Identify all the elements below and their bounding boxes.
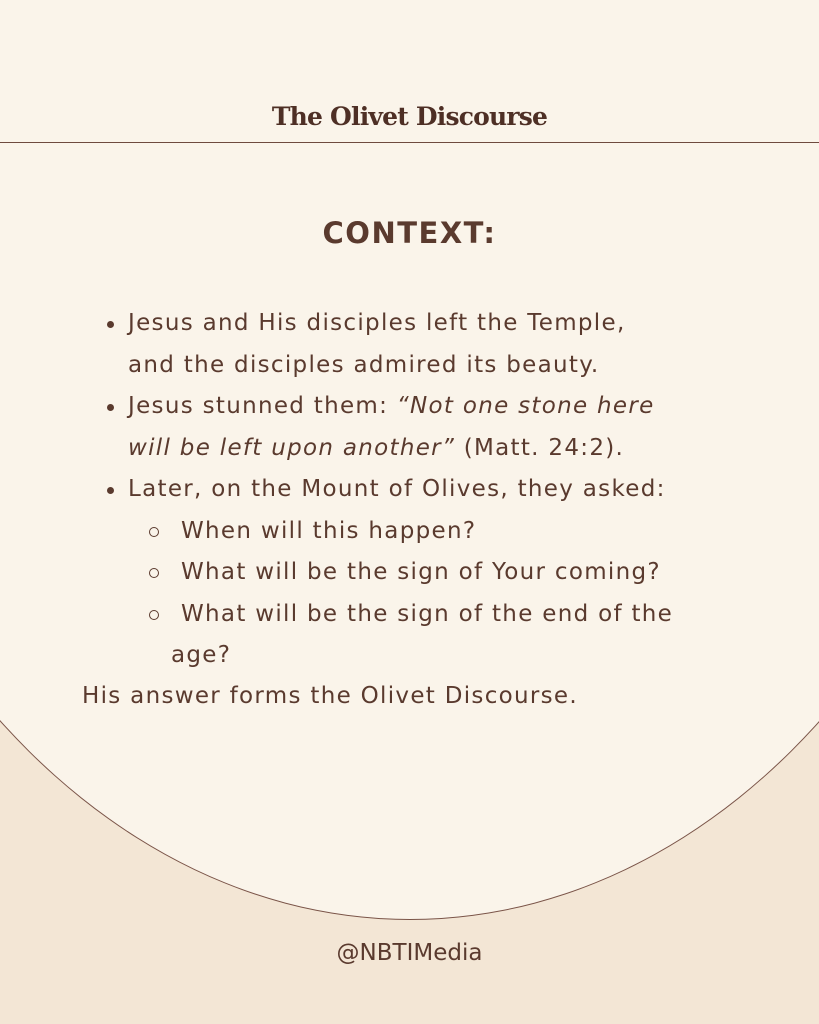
scripture-reference: (Matt. 24:2). (455, 434, 625, 461)
sub-bullet-text: What will be the sign of the end of the (181, 600, 674, 627)
closing-statement: His answer forms the Olivet Discourse. (82, 683, 578, 709)
page-title: The Olivet Discourse (271, 102, 548, 131)
bullet-text: Later, on the Mount of Olives, they asked: (128, 476, 666, 502)
scripture-quote: will be left upon another” (128, 434, 456, 461)
title-divider (0, 142, 819, 143)
sub-bullet-item: When will this happen? (128, 511, 768, 553)
section-heading: CONTEXT: (322, 216, 497, 250)
bullet-item (128, 303, 768, 386)
bullet-text-line: Jesus and His disciples left the Temple, (128, 310, 626, 336)
sub-bullet-item (128, 594, 768, 677)
bullet-prefix: Jesus stunned them: (128, 393, 397, 419)
bullet-text-line: and the disciples admired its beauty. (128, 351, 600, 378)
sub-bullet-text-wrap: age? (171, 642, 232, 668)
sub-bullet-item: What will be the sign of Your coming? (128, 552, 768, 594)
social-handle: @NBTIMedia (336, 940, 483, 966)
context-bullet-list (128, 303, 768, 677)
bullet-item (128, 386, 768, 469)
question-sub-list (128, 511, 768, 677)
bullet-item (128, 469, 768, 677)
scripture-quote: “Not one stone here (396, 393, 655, 419)
